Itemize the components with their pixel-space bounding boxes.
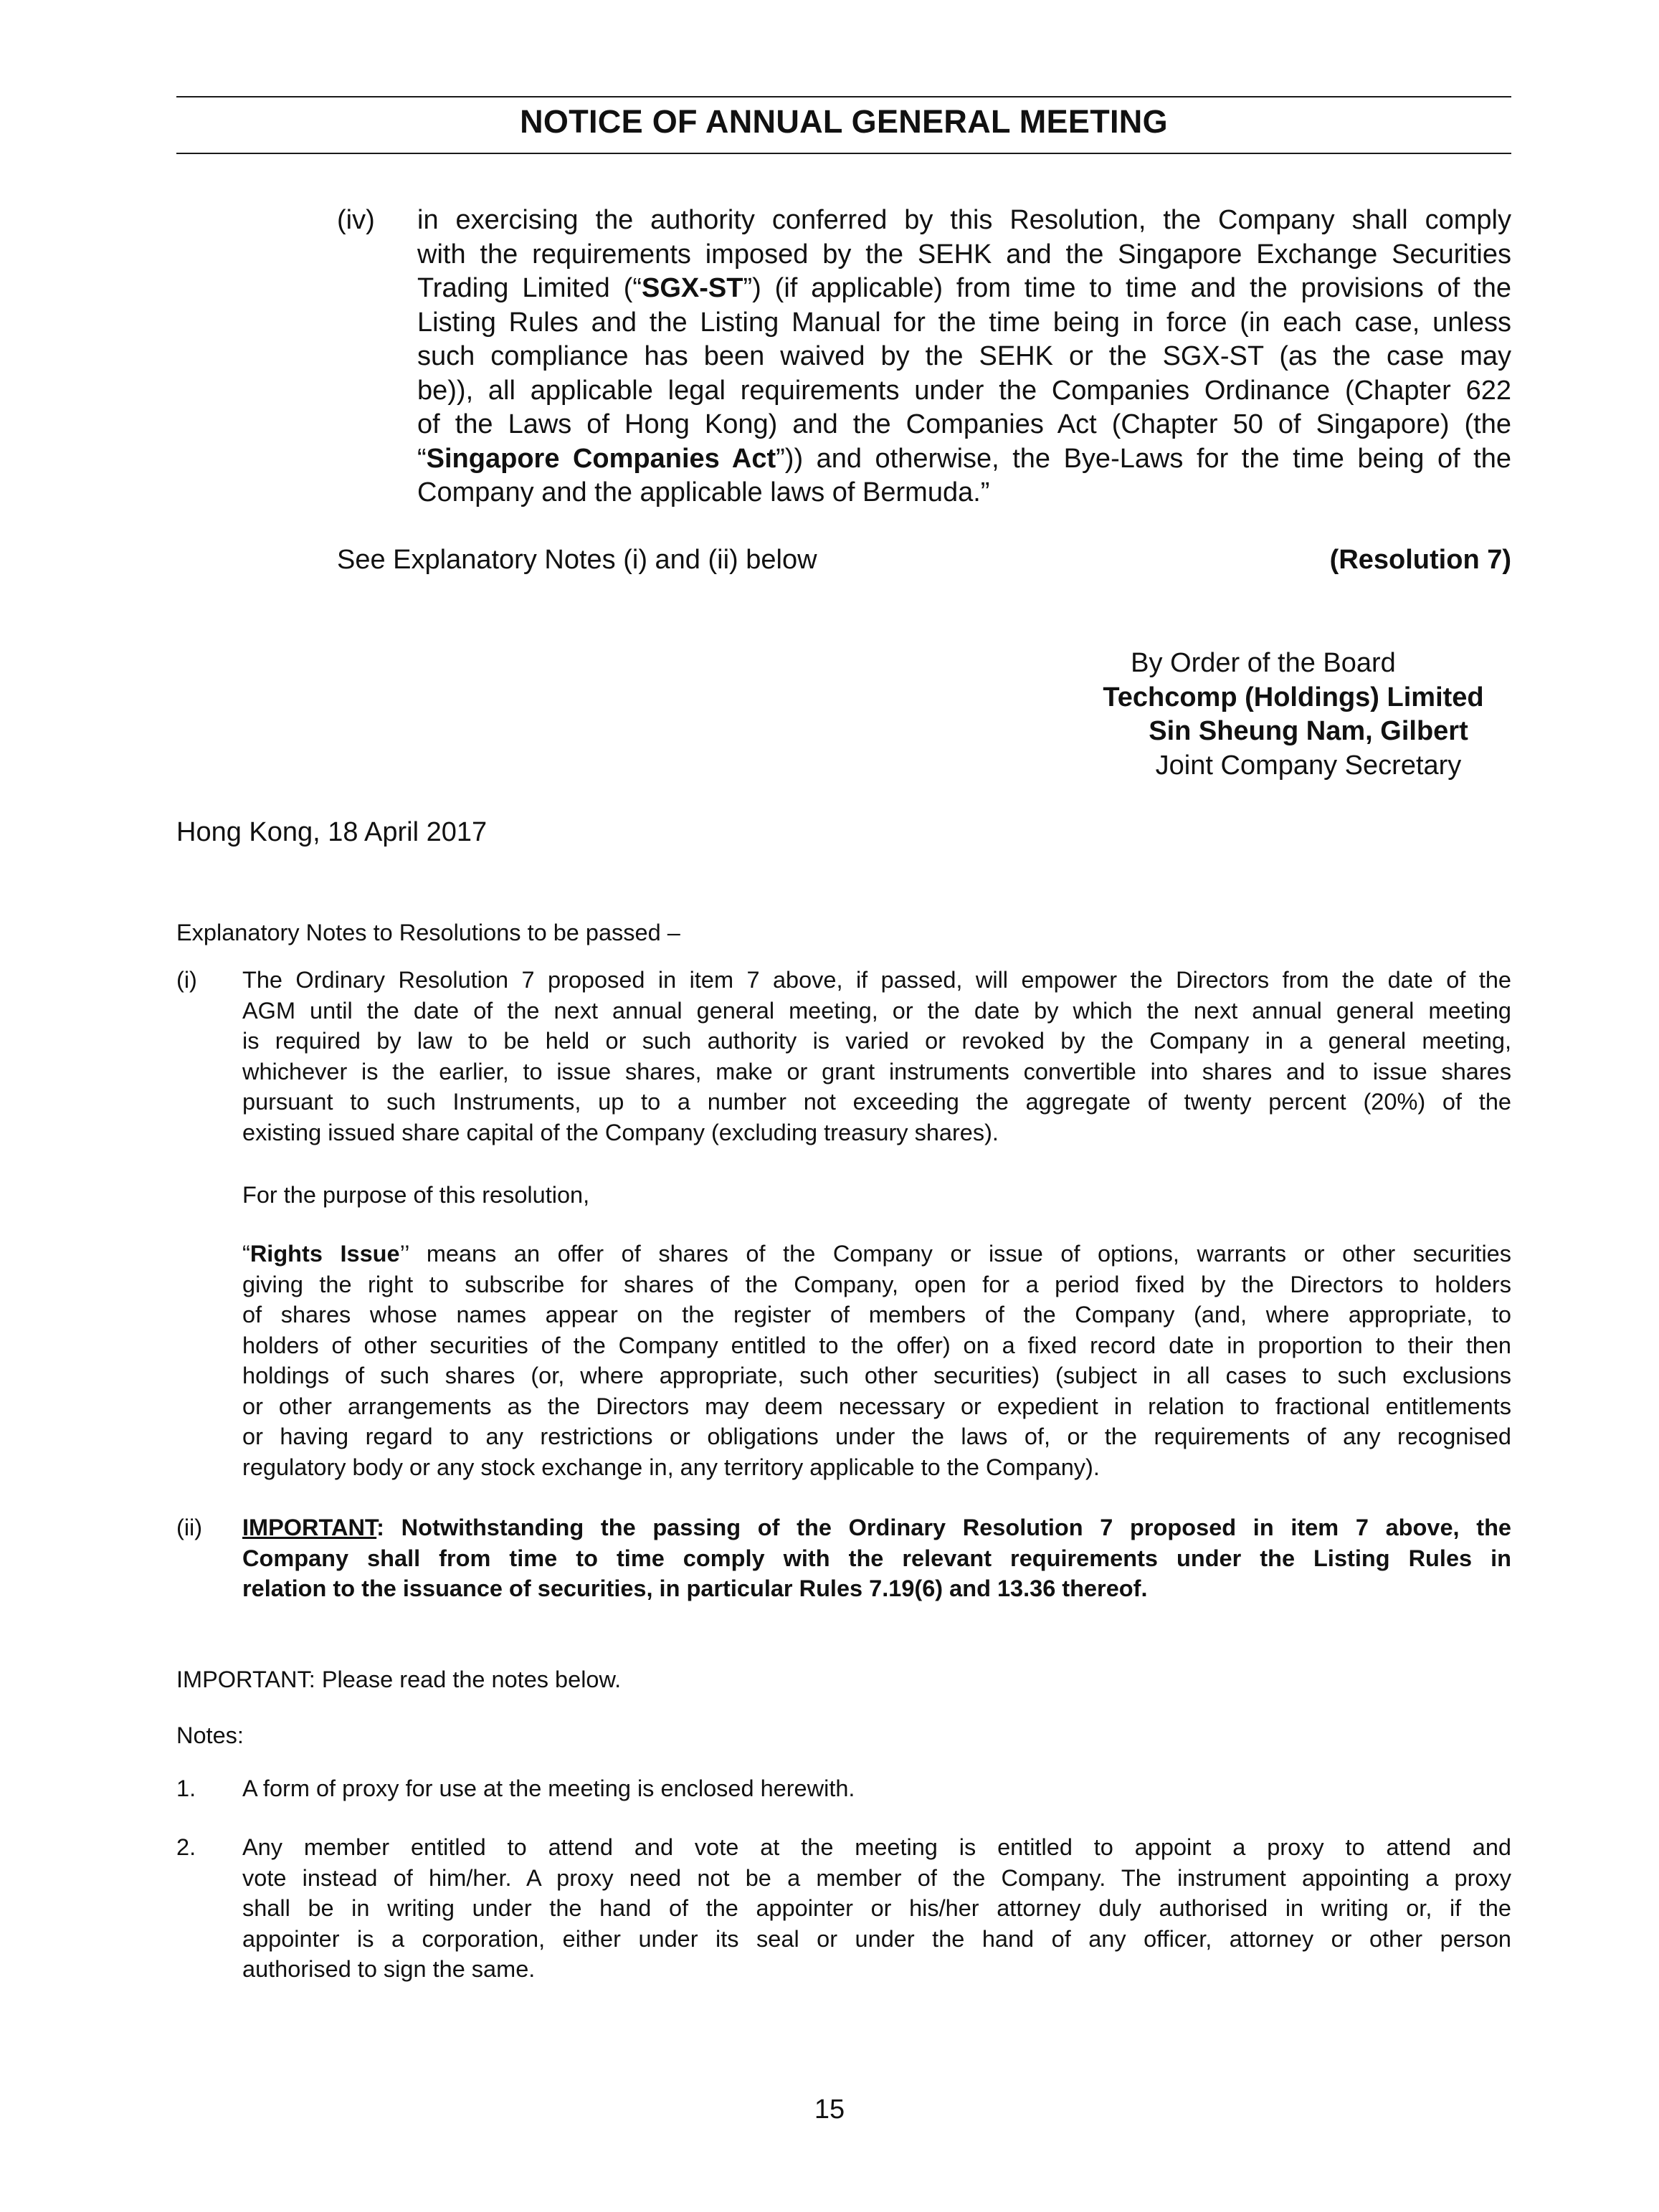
resolution-line: “Singapore Companies Act”)) and otherwise, the Bye-Laws for the time being of the: [417, 443, 1511, 474]
note-line: authorised to sign the same.: [242, 1956, 536, 1982]
note-line: shall be in writing under the hand of the appointer or his/her attorney duly authorised in writing or, if the: [242, 1895, 1511, 1921]
rights-line: regulatory body or any stock exchange in, any territory applicable to the Company).: [242, 1454, 1100, 1480]
notes-heading: Notes:: [176, 1722, 244, 1748]
page-number: 15: [814, 2094, 845, 2125]
note-text: [242, 1832, 1511, 1985]
resolution-line: in exercising the authority conferred by this Resolution, the Company shall comply: [417, 205, 1511, 235]
rights-line: holdings of such shares (or, where appropriate, such other securities) (subject in all cases to such exclusions: [242, 1363, 1511, 1388]
note-ii-line: relation to the issuance of securities, in particular Rules 7.19(6) and 13.36 thereof.: [242, 1575, 1148, 1601]
note-i-line: is required by law to be held or such authority is varied or revoked by the Company in a general meeting,: [242, 1028, 1511, 1054]
resolution-line: be)), all applicable legal requirements under the Companies Ordinance (Chapter 622: [417, 375, 1511, 406]
header-bottom-rule: [176, 153, 1511, 154]
note-line: Any member entitled to attend and vote at the meeting is entitled to appoint a proxy to attend and: [242, 1834, 1511, 1860]
resolution-item-label: (iv): [337, 205, 375, 235]
signature-role: Joint Company Secretary: [1155, 750, 1462, 781]
important-notice: IMPORTANT: Please read the notes below.: [176, 1667, 622, 1692]
note-number: 1.: [176, 1775, 196, 1801]
resolution-line: such compliance has been waived by the SEHK or the SGX-ST (as the case may: [417, 341, 1511, 371]
rights-line: or other arrangements as the Directors may deem necessary or expedient in relation to fractional entitlements: [242, 1393, 1511, 1419]
note-i-line: pursuant to such Instruments, up to a number not exceeding the aggregate of twenty percent (20%) of the: [242, 1089, 1511, 1115]
resolution-item-text: [417, 204, 1511, 510]
singapore-companies-act-term: Singapore Companies Act: [426, 443, 776, 474]
signature-company: Techcomp (Holdings) Limited: [1103, 682, 1484, 712]
resolution-line: with the requirements imposed by the SEHK and the Singapore Exchange Securities: [417, 239, 1511, 270]
note-ii-line: IMPORTANT: Notwithstanding the passing of the Ordinary Resolution 7 proposed in item 7 above, the: [242, 1515, 1511, 1540]
note-ii-text: [242, 1512, 1511, 1604]
signature-name: Sin Sheung Nam, Gilbert: [1149, 716, 1468, 746]
rights-line: of shares whose names appear on the register of members of the Company (and, where appropriate, to: [242, 1302, 1511, 1327]
rights-issue-definition: [242, 1239, 1511, 1482]
note-ii-label: (ii): [176, 1515, 203, 1540]
see-notes-text: See Explanatory Notes (i) and (ii) below: [337, 545, 817, 575]
signature-order-line: By Order of the Board: [1131, 648, 1396, 678]
rights-line: giving the right to subscribe for shares of the Company, open for a period fixed by the Directors to holders: [242, 1271, 1511, 1297]
header-top-rule: [176, 96, 1511, 97]
resolution-line: Listing Rules and the Listing Manual for the time being in force (in each case, unless: [417, 307, 1511, 338]
note-i-line: whichever is the earlier, to issue shares, make or grant instruments convertible into shares and to issue shares: [242, 1058, 1511, 1084]
note-line: vote instead of him/her. A proxy need not be a member of the Company. The instrument appointing a proxy: [242, 1864, 1511, 1891]
note-text: [242, 1773, 1511, 1804]
rights-line: holders of other securities of the Company entitled to the offer) on a fixed record date in proportion to their then: [242, 1332, 1511, 1358]
rights-issue-term: Rights Issue: [249, 1241, 400, 1267]
signature-block: [1075, 647, 1511, 783]
page-title: NOTICE OF ANNUAL GENERAL MEETING: [520, 103, 1168, 140]
sgx-st-term: SGX-ST: [642, 273, 743, 303]
explanatory-heading: Explanatory Notes to Resolutions to be passed –: [176, 920, 680, 945]
note-i-line: The Ordinary Resolution 7 proposed in item 7 above, if passed, will empower the Directors from the date of the: [242, 967, 1511, 993]
note-i-purpose: For the purpose of this resolution,: [242, 1182, 590, 1208]
note-i-label: (i): [176, 967, 197, 993]
note-number: 2.: [176, 1834, 196, 1860]
rights-line: “Rights Issue’’ means an offer of shares of the Company or issue of options, warrants or other securities: [242, 1241, 1511, 1267]
resolution-reference: (Resolution 7): [1329, 545, 1511, 575]
resolution-line: of the Laws of Hong Kong) and the Companies Act (Chapter 50 of Singapore) (the: [417, 409, 1511, 439]
note-ii-line: Company shall from time to time comply with the relevant requirements under the Listing Rules in: [242, 1545, 1511, 1571]
resolution-line: Trading Limited (“SGX-ST”) (if applicable) from time to time and the provisions of the: [417, 273, 1512, 303]
note-line: A form of proxy for use at the meeting is enclosed herewith.: [242, 1775, 855, 1801]
note-i-text: [242, 965, 1511, 1148]
rights-line: or having regard to any restrictions or obligations under the laws of, or the requirements of any recognised: [242, 1424, 1511, 1449]
place-date: Hong Kong, 18 April 2017: [176, 817, 488, 847]
note-i-line: AGM until the date of the next annual general meeting, or the date by which the next annual general meeting: [242, 997, 1511, 1024]
important-underlined: IMPORTANT: [242, 1515, 377, 1540]
note-line: appointer is a corporation, either under its seal or under the hand of any officer, attorney or other person: [242, 1925, 1511, 1952]
note-i-line: existing issued share capital of the Company (excluding treasury shares).: [242, 1119, 999, 1145]
resolution-line: Company and the applicable laws of Bermuda.”: [417, 477, 990, 507]
